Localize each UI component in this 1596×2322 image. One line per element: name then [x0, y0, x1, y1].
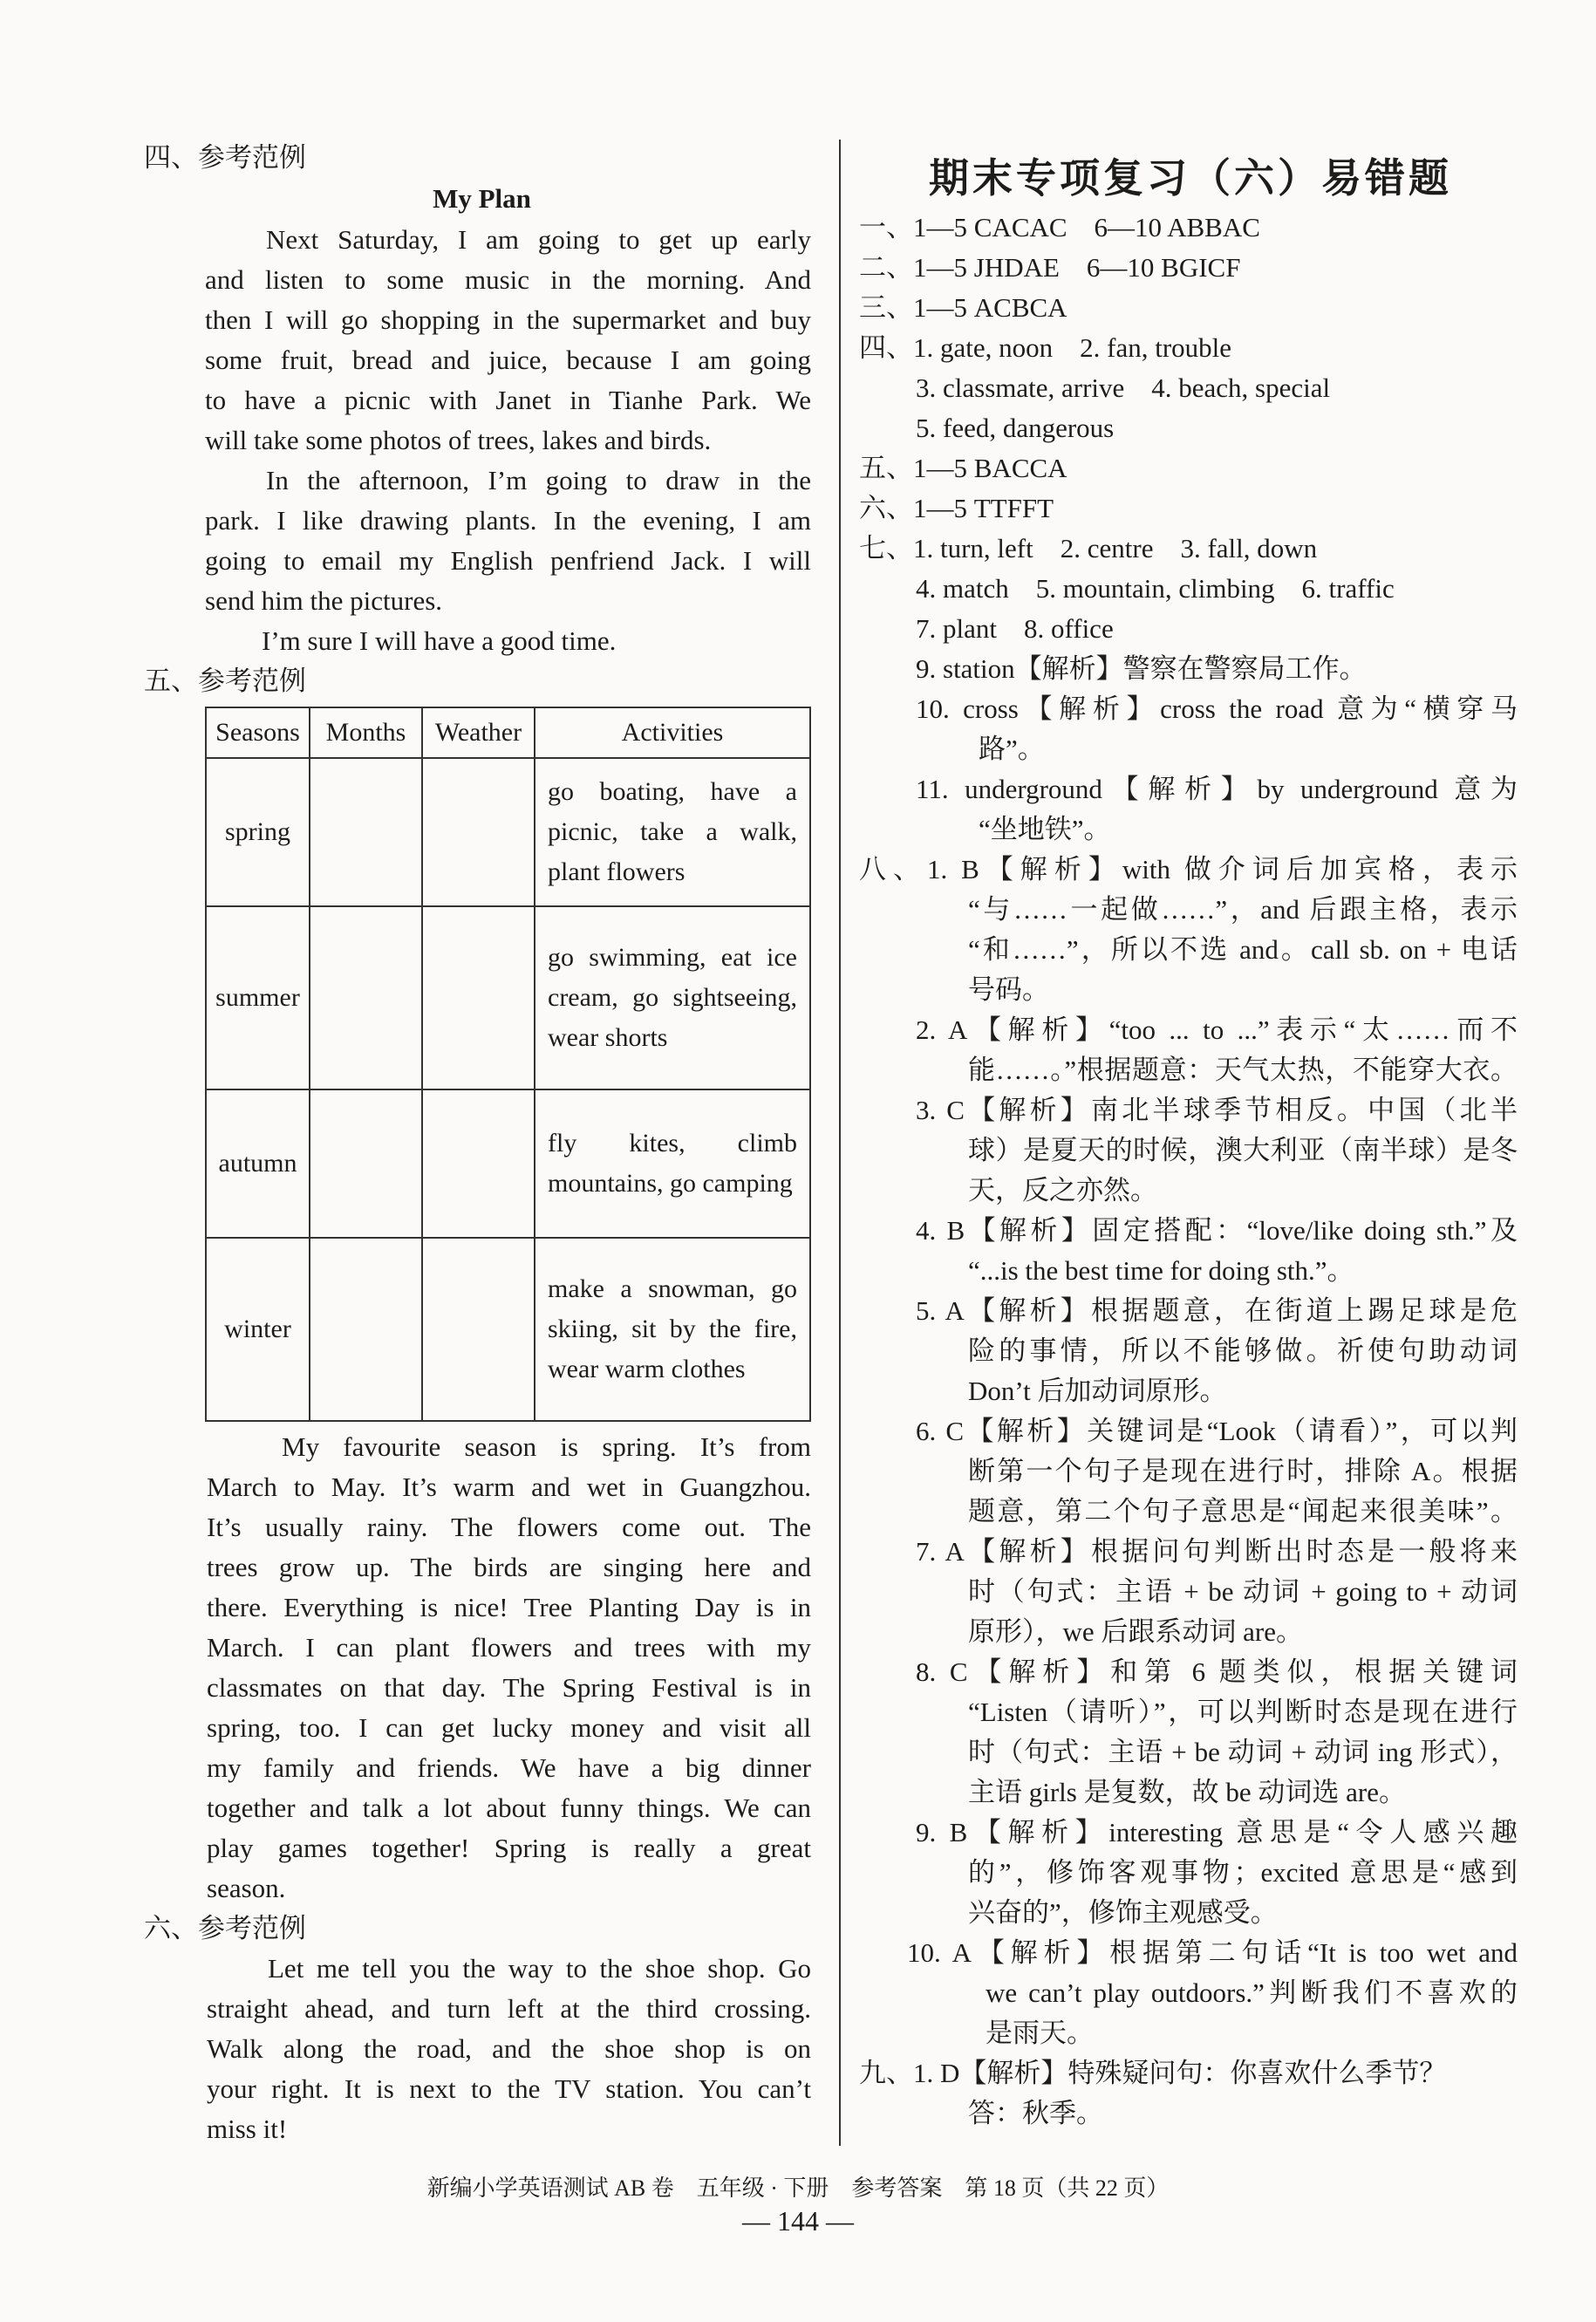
table-row	[206, 906, 810, 1089]
essay-line: to have a picnic with Janet in Tianhe Park. We	[205, 385, 811, 415]
header-weather: Weather	[422, 707, 535, 758]
essay-line: My favourite season is spring. It’s from	[282, 1431, 811, 1462]
answer-line: 主语 girls 是复数，故 be 动词选 are。	[968, 1777, 1406, 1807]
answer-line: 题意，第二个句子意思是“闻起来很美味”。	[968, 1496, 1518, 1526]
essay-line: send him the pictures.	[205, 585, 443, 616]
months-cell	[310, 758, 422, 906]
essay-line: It’s usually rainy. The flowers come out. The	[207, 1512, 811, 1542]
answer-line: 答：秋季。	[968, 2098, 1103, 2128]
essay-line: together and talk a lot about funny things. We can	[207, 1793, 811, 1823]
review-title: 期末专项复习（六）易错题	[929, 154, 1452, 201]
activities-cell: fly kites, climb mountains, go camping	[535, 1089, 810, 1238]
answer-line: 球）是夏天的时候，澳大利亚（南半球）是冬	[968, 1135, 1518, 1165]
answer-line: 时（句式：主语 + be 动词 + 动词 ing 形式），	[968, 1737, 1518, 1767]
table-row	[206, 1238, 810, 1421]
essay-line: March to May. It’s warm and wet in Guangzhou.	[207, 1472, 811, 1502]
answer-line: 3. C【解析】南北半球季节相反。中国（北半	[916, 1095, 1518, 1125]
answer-line: 时（句式：主语 + be 动词 + going to + 动词	[968, 1576, 1518, 1607]
essay-line: classmates on that day. The Spring Festival is in	[207, 1672, 811, 1703]
answer-line: 五、1—5 BACCA	[859, 453, 1067, 483]
season-cell: spring	[206, 758, 310, 906]
answer-line: 八、1. B【解析】with 做介词后加宾格，表示	[859, 854, 1518, 884]
essay-line: there. Everything is nice! Tree Planting Day is in	[207, 1592, 811, 1622]
essay-title: My Plan	[433, 183, 531, 214]
essay-line: play games together! Spring is really a great	[207, 1833, 811, 1863]
months-cell	[310, 906, 422, 1089]
weather-cell	[422, 758, 535, 906]
answer-line: 路”。	[979, 734, 1045, 764]
months-cell	[310, 1089, 422, 1238]
essay-line: going to email my English penfriend Jack. I will	[205, 545, 811, 576]
activities-cell: make a snowman, go skiing, sit by the fire, wear warm clothes	[535, 1238, 810, 1421]
season-cell: autumn	[206, 1089, 310, 1238]
answer-line: 七、1. turn, left 2. centre 3. fall, down	[859, 533, 1318, 563]
answer-line: 九、1. D【解析】特殊疑问句：你喜欢什么季节？	[859, 2058, 1447, 2088]
answer-line: 3. classmate, arrive 4. beach, special	[916, 372, 1331, 403]
answer-line: 4. match 5. mountain, climbing 6. traffic	[916, 573, 1395, 604]
answer-line: 断第一个句子是现在进行时，排除 A。根据	[968, 1456, 1518, 1486]
answer-line: 二、1—5 JHDAE 6—10 BGICF	[859, 252, 1241, 283]
answer-line: 7. A【解析】根据问句判断出时态是一般将来	[916, 1536, 1518, 1567]
essay-line: Let me tell you the way to the shoe shop. Go	[268, 1953, 811, 1984]
answer-line: 11. underground【解析】by underground 意为	[916, 774, 1518, 804]
essay-line: spring, too. I can get lucky money and visit all	[207, 1712, 811, 1743]
header-activities: Activities	[535, 707, 810, 758]
answer-line: we can’t play outdoors.”判断我们不喜欢的	[986, 1977, 1518, 2008]
section-5-heading: 五、参考范例	[144, 666, 306, 696]
essay-line: miss it!	[207, 2114, 288, 2144]
essay-line: some fruit, bread and juice, because I am going	[205, 345, 811, 375]
weather-cell	[422, 1238, 535, 1421]
table-row	[206, 1089, 810, 1238]
essay-line: your right. It is next to the TV station. You can’t	[207, 2073, 811, 2104]
answer-line: 险的事情，所以不能够做。祈使句助动词	[968, 1335, 1518, 1366]
essay-line: I’m sure I will have a good time.	[262, 625, 617, 656]
answer-line: 5. A【解析】根据题意，在街道上踢足球是危	[916, 1295, 1518, 1326]
table-row	[206, 758, 810, 906]
page-number: — 144 —	[742, 2205, 854, 2237]
essay-line: season.	[207, 1873, 286, 1903]
answer-line: 9. station【解析】警察在警察局工作。	[916, 653, 1367, 684]
section-6-heading: 六、参考范例	[144, 1913, 306, 1943]
seasons-table	[205, 707, 811, 1422]
answer-line: 6. C【解析】关键词是“Look（请看）”，可以判	[916, 1416, 1518, 1446]
essay-line: March. I can plant flowers and trees with my	[207, 1632, 811, 1663]
answer-line: 能……。”根据题意：天气太热，不能穿大衣。	[968, 1055, 1518, 1085]
essay-line: my family and friends. We have a big dinner	[207, 1752, 811, 1783]
answer-line: “...is the best time for doing sth.”。	[968, 1255, 1354, 1286]
answer-line: 4. B【解析】固定搭配：“love/like doing sth.”及	[916, 1215, 1518, 1246]
answer-line: 7. plant 8. office	[916, 613, 1114, 644]
answer-line: 10. A【解析】根据第二句话“It is too wet and	[907, 1937, 1518, 1968]
answer-line: 8. C【解析】和第 6 题类似，根据关键词	[916, 1656, 1518, 1687]
essay-line: Next Saturday, I am going to get up early	[266, 224, 811, 255]
essay-line: trees grow up. The birds are singing here and	[207, 1552, 811, 1582]
weather-cell	[422, 1089, 535, 1238]
answer-line: 10. cross【解析】cross the road 意为“横穿马	[916, 693, 1518, 724]
activities-cell: go swimming, eat ice cream, go sightseeing, wear shorts	[535, 906, 810, 1089]
answer-line: “与……一起做……”，and 后跟主格，表示	[968, 894, 1518, 925]
answer-line: 5. feed, dangerous	[916, 413, 1115, 443]
answer-line: 是雨天。	[986, 2018, 1094, 2048]
answer-line: 三、1—5 ACBCA	[859, 292, 1067, 323]
answer-line: 天，反之亦然。	[968, 1175, 1157, 1205]
season-cell: summer	[206, 906, 310, 1089]
answer-line: 四、1. gate, noon 2. fan, trouble	[859, 332, 1232, 363]
answer-line: 兴奋的”，修饰主观感受。	[968, 1897, 1278, 1928]
essay-line: will take some photos of trees, lakes and birds.	[205, 425, 712, 455]
essay-line: In the afternoon, I’m going to draw in the	[266, 465, 811, 495]
header-months: Months	[310, 707, 422, 758]
answer-line: “Listen（请听）”，可以判断时态是现在进行	[968, 1697, 1518, 1727]
essay-line: and listen to some music in the morning. And	[205, 264, 811, 295]
weather-cell	[422, 906, 535, 1089]
answer-line: “和……”，所以不选 and。call sb. on + 电话	[968, 934, 1518, 965]
essay-line: Walk along the road, and the shoe shop is on	[207, 2033, 811, 2064]
answer-line: 原形），we 后跟系动词 are。	[968, 1616, 1303, 1647]
column-divider	[839, 140, 841, 2146]
answer-line: 六、1—5 TTFFT	[859, 493, 1054, 523]
essay-line: park. I like drawing plants. In the evening, I am	[205, 505, 811, 536]
answer-line: 一、1—5 CACAC 6—10 ABBAC	[859, 212, 1260, 242]
footer-info: 新编小学英语测试 AB 卷 五年级 · 下册 参考答案 第 18 页（共 22 页）	[426, 2175, 1170, 2201]
activities-cell: go boating, have a picnic, take a walk, plant flowers	[535, 758, 810, 906]
answer-line: 的”，修饰客观事物；excited 意思是“感到	[968, 1857, 1518, 1888]
answer-line: 2. A【解析】“too ... to ...”表示“太……而不	[916, 1014, 1518, 1045]
answer-line: 9. B【解析】interesting 意思是“令人感兴趣	[916, 1817, 1518, 1847]
essay-line: straight ahead, and turn left at the third crossing.	[207, 1993, 811, 2024]
answer-line: “坐地铁”。	[979, 814, 1111, 844]
answer-line: Don’t 后加动词原形。	[968, 1376, 1227, 1406]
months-cell	[310, 1238, 422, 1421]
answer-line: 号码。	[968, 974, 1049, 1005]
header-seasons: Seasons	[206, 707, 310, 758]
section-4-heading: 四、参考范例	[144, 142, 306, 173]
season-cell: winter	[206, 1238, 310, 1421]
table-header-row	[206, 707, 810, 758]
essay-line: then I will go shopping in the supermarket and buy	[205, 304, 811, 335]
